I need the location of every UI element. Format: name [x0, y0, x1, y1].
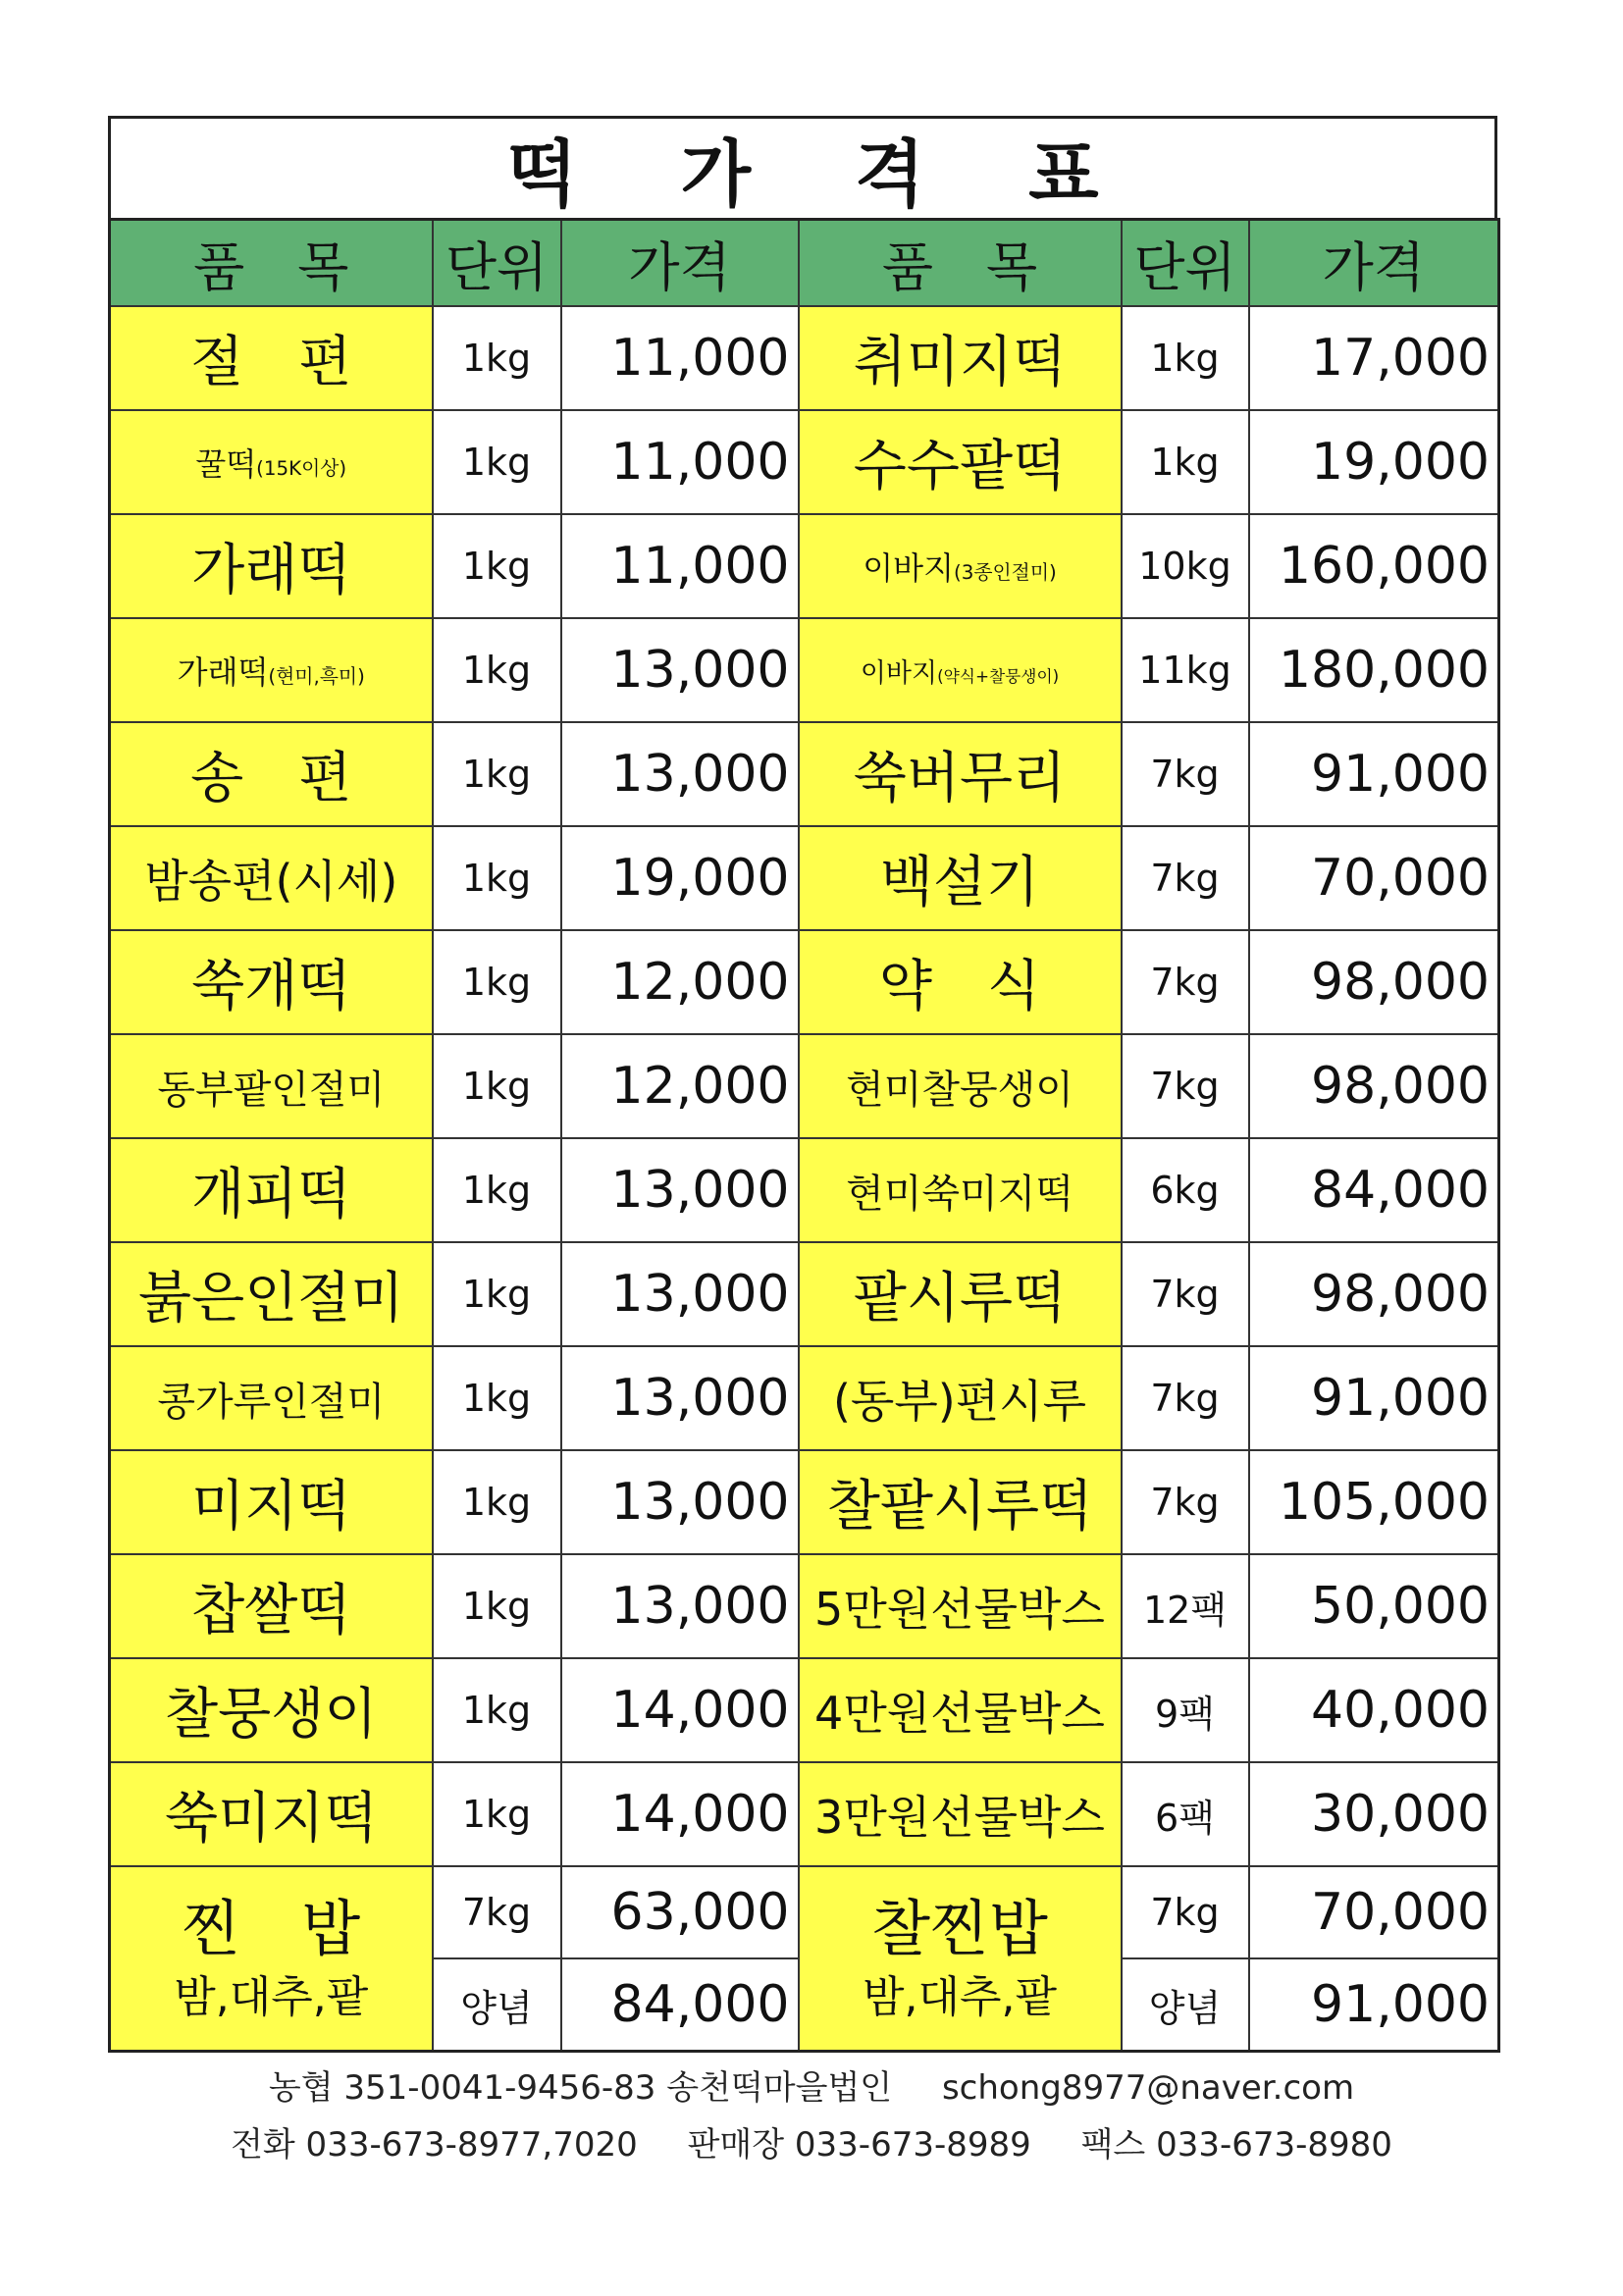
item-name-cell [799, 826, 1122, 930]
item-name: 절 편 [190, 331, 352, 394]
item-name-cell [799, 306, 1122, 410]
item-unit: 9팩 [1122, 1658, 1249, 1762]
item-unit: 7kg [1122, 722, 1249, 826]
item-name: 이바지 [863, 549, 955, 587]
email: schong8977@naver.com [941, 2068, 1355, 2108]
item-name-cell [799, 930, 1122, 1034]
item-unit: 1kg [433, 1762, 561, 1866]
item-name-cell [799, 1138, 1122, 1242]
table-row [110, 1450, 1499, 1554]
table-row [110, 1242, 1499, 1346]
item-name-cell [799, 1658, 1122, 1762]
item-unit: 1kg [433, 306, 561, 410]
header-item: 품 목 [799, 220, 1122, 307]
item-unit: 1kg [433, 1554, 561, 1658]
item-unit: 1kg [433, 618, 561, 722]
item-price: 91,000 [1249, 1958, 1499, 2052]
item-name: 개피떡 [191, 1163, 351, 1226]
item-unit: 1kg [433, 1658, 561, 1762]
item-name: 찰뭉생이 [165, 1683, 378, 1747]
item-unit: 1kg [1122, 306, 1249, 410]
rice-row-1 [110, 1866, 1499, 1958]
item-name: 수수팥떡 [853, 435, 1067, 498]
item-unit: 1kg [433, 1034, 561, 1138]
item-name: 콩가루인절미 [157, 1379, 386, 1425]
item-name-cell [799, 1034, 1122, 1138]
item-name: 백설기 [879, 851, 1040, 914]
page-title: 떡 가 격 표 [506, 131, 1138, 217]
item-name: 찹쌀떡 [191, 1579, 351, 1643]
item-name-cell [110, 514, 433, 618]
item-name-cell [110, 1762, 433, 1866]
item-unit: 6kg [1122, 1138, 1249, 1242]
item-price: 17,000 [1249, 306, 1499, 410]
item-name-cell [799, 514, 1122, 618]
item-sub: (약식+찰뭉생이) [937, 665, 1060, 686]
item-sub: (현미,흑미) [268, 665, 365, 688]
item-unit: 1kg [433, 722, 561, 826]
item-price: 13,000 [561, 1450, 799, 1554]
fax: 팩스 033-673-8980 [1080, 2125, 1392, 2165]
item-name-cell [110, 306, 433, 410]
item-sub: (3종인절미) [954, 561, 1057, 584]
table-row [110, 1762, 1499, 1866]
item-price: 13,000 [561, 1138, 799, 1242]
item-price: 91,000 [1249, 722, 1499, 826]
item-unit: 7kg [1122, 1346, 1249, 1450]
item-name: 동부팥인절미 [157, 1067, 386, 1113]
item-unit: 7kg [1122, 930, 1249, 1034]
store-phone: 판매장 033-673-8989 [687, 2125, 1031, 2165]
item-unit: 1kg [433, 410, 561, 514]
header-row [110, 220, 1499, 307]
item-name-cell [110, 1658, 433, 1762]
item-name-cell [110, 618, 433, 722]
table-row [110, 306, 1499, 410]
item-name: 미지떡 [191, 1475, 351, 1539]
item-price: 40,000 [1249, 1658, 1499, 1762]
item-name: 약 식 [878, 955, 1041, 1018]
table-row [110, 722, 1499, 826]
item-name: 현미쑥미지떡 [846, 1171, 1073, 1217]
item-sub: 밤,대추,팥 [863, 1972, 1057, 2022]
table-row [110, 1034, 1499, 1138]
item-name-cell [110, 1346, 433, 1450]
item-unit: 1kg [433, 514, 561, 618]
item-price: 30,000 [1249, 1762, 1499, 1866]
item-name: 취미지떡 [853, 331, 1067, 394]
item-price: 160,000 [1249, 514, 1499, 618]
item-name: 팥시루떡 [853, 1267, 1067, 1331]
header-price: 가격 [561, 220, 799, 307]
item-name: 현미찰뭉생이 [846, 1067, 1073, 1113]
table-row [110, 1138, 1499, 1242]
item-unit: 10kg [1122, 514, 1249, 618]
item-unit: 7kg [433, 1866, 561, 1958]
item-unit: 7kg [1122, 1866, 1249, 1958]
item-price: 13,000 [561, 1242, 799, 1346]
item-name-cell [110, 1450, 433, 1554]
header-unit: 단위 [433, 220, 561, 307]
item-price: 14,000 [561, 1658, 799, 1762]
item-price: 50,000 [1249, 1554, 1499, 1658]
item-price: 70,000 [1249, 1866, 1499, 1958]
table-row [110, 826, 1499, 930]
price-table [108, 218, 1500, 2053]
table-row [110, 514, 1499, 618]
item-price: 19,000 [1249, 410, 1499, 514]
item-name-cell [110, 410, 433, 514]
item-name-cell [799, 1762, 1122, 1866]
item-name-cell [110, 1138, 433, 1242]
item-price: 105,000 [1249, 1450, 1499, 1554]
item-price: 11,000 [561, 410, 799, 514]
item-name: 쑥개떡 [191, 955, 351, 1018]
item-name-cell [110, 1554, 433, 1658]
item-unit: 11kg [1122, 618, 1249, 722]
item-price: 70,000 [1249, 826, 1499, 930]
item-name: (동부)편시루 [832, 1375, 1087, 1428]
item-name-cell [110, 930, 433, 1034]
item-unit: 1kg [433, 1138, 561, 1242]
rice-right-name-cell [799, 1866, 1122, 2052]
item-price: 84,000 [561, 1958, 799, 2052]
item-unit: 1kg [433, 930, 561, 1034]
item-name: 가래떡 [177, 653, 269, 691]
item-name-cell [799, 722, 1122, 826]
item-name: 밤송편(시세) [144, 855, 398, 908]
footer-line-2 [0, 2117, 1623, 2166]
item-name-cell [799, 618, 1122, 722]
footer-line-1 [0, 2061, 1623, 2109]
item-name: 쑥버무리 [853, 747, 1067, 810]
item-name-cell [110, 826, 433, 930]
item-name: 가래떡 [191, 539, 351, 602]
item-price: 180,000 [1249, 618, 1499, 722]
item-price: 98,000 [1249, 1242, 1499, 1346]
item-name-cell [799, 410, 1122, 514]
table-row [110, 1554, 1499, 1658]
item-price: 13,000 [561, 722, 799, 826]
table-row [110, 410, 1499, 514]
item-name: 5만원선물박스 [814, 1583, 1105, 1636]
item-sub: (15K이상) [256, 457, 347, 480]
item-unit: 12팩 [1122, 1554, 1249, 1658]
price-sheet [108, 116, 1497, 2053]
item-price: 98,000 [1249, 1034, 1499, 1138]
bank-account: 농협 351-0041-9456-83 송천떡마을법인 [268, 2068, 893, 2108]
item-price: 91,000 [1249, 1346, 1499, 1450]
item-unit: 7kg [1122, 826, 1249, 930]
item-price: 13,000 [561, 1346, 799, 1450]
item-price: 84,000 [1249, 1138, 1499, 1242]
item-unit: 1kg [433, 826, 561, 930]
item-unit: 7kg [1122, 1034, 1249, 1138]
item-unit: 양념 [433, 1958, 561, 2052]
title-box [108, 116, 1497, 218]
item-name: 찰팥시루떡 [826, 1475, 1093, 1539]
item-unit: 1kg [1122, 410, 1249, 514]
header-price: 가격 [1249, 220, 1499, 307]
item-name: 찰찐밥 [871, 1893, 1048, 1964]
phone: 전화 033-673-8977,7020 [231, 2125, 638, 2165]
item-unit: 7kg [1122, 1242, 1249, 1346]
item-price: 12,000 [561, 1034, 799, 1138]
item-name-cell [799, 1554, 1122, 1658]
table-row [110, 930, 1499, 1034]
item-price: 19,000 [561, 826, 799, 930]
item-price: 13,000 [561, 618, 799, 722]
header-unit: 단위 [1122, 220, 1249, 307]
item-name: 붉은인절미 [138, 1267, 404, 1331]
item-unit: 1kg [433, 1242, 561, 1346]
item-name: 꿀떡 [195, 445, 257, 483]
item-name: 송 편 [190, 747, 352, 810]
item-name: 3만원선물박스 [814, 1791, 1105, 1844]
item-unit: 양념 [1122, 1958, 1249, 2052]
item-name-cell [110, 1242, 433, 1346]
item-unit: 6팩 [1122, 1762, 1249, 1866]
item-name-cell [799, 1450, 1122, 1554]
table-row [110, 1658, 1499, 1762]
item-name-cell [799, 1346, 1122, 1450]
item-unit: 1kg [433, 1346, 561, 1450]
table-row [110, 618, 1499, 722]
item-name: 찐 밥 [182, 1893, 361, 1964]
item-price: 98,000 [1249, 930, 1499, 1034]
rice-left-name-cell [110, 1866, 433, 2052]
item-price: 14,000 [561, 1762, 799, 1866]
item-name: 4만원선물박스 [814, 1687, 1105, 1740]
item-name-cell [799, 1242, 1122, 1346]
item-name-cell [110, 722, 433, 826]
item-name: 쑥미지떡 [165, 1787, 378, 1851]
table-row [110, 1346, 1499, 1450]
item-name-cell [110, 1034, 433, 1138]
item-sub: 밤,대추,팥 [174, 1972, 369, 2022]
header-item: 품 목 [110, 220, 433, 307]
item-price: 63,000 [561, 1866, 799, 1958]
item-price: 11,000 [561, 306, 799, 410]
item-name: 이바지 [860, 657, 938, 689]
item-unit: 7kg [1122, 1450, 1249, 1554]
item-price: 13,000 [561, 1554, 799, 1658]
item-unit: 1kg [433, 1450, 561, 1554]
item-price: 12,000 [561, 930, 799, 1034]
item-price: 11,000 [561, 514, 799, 618]
